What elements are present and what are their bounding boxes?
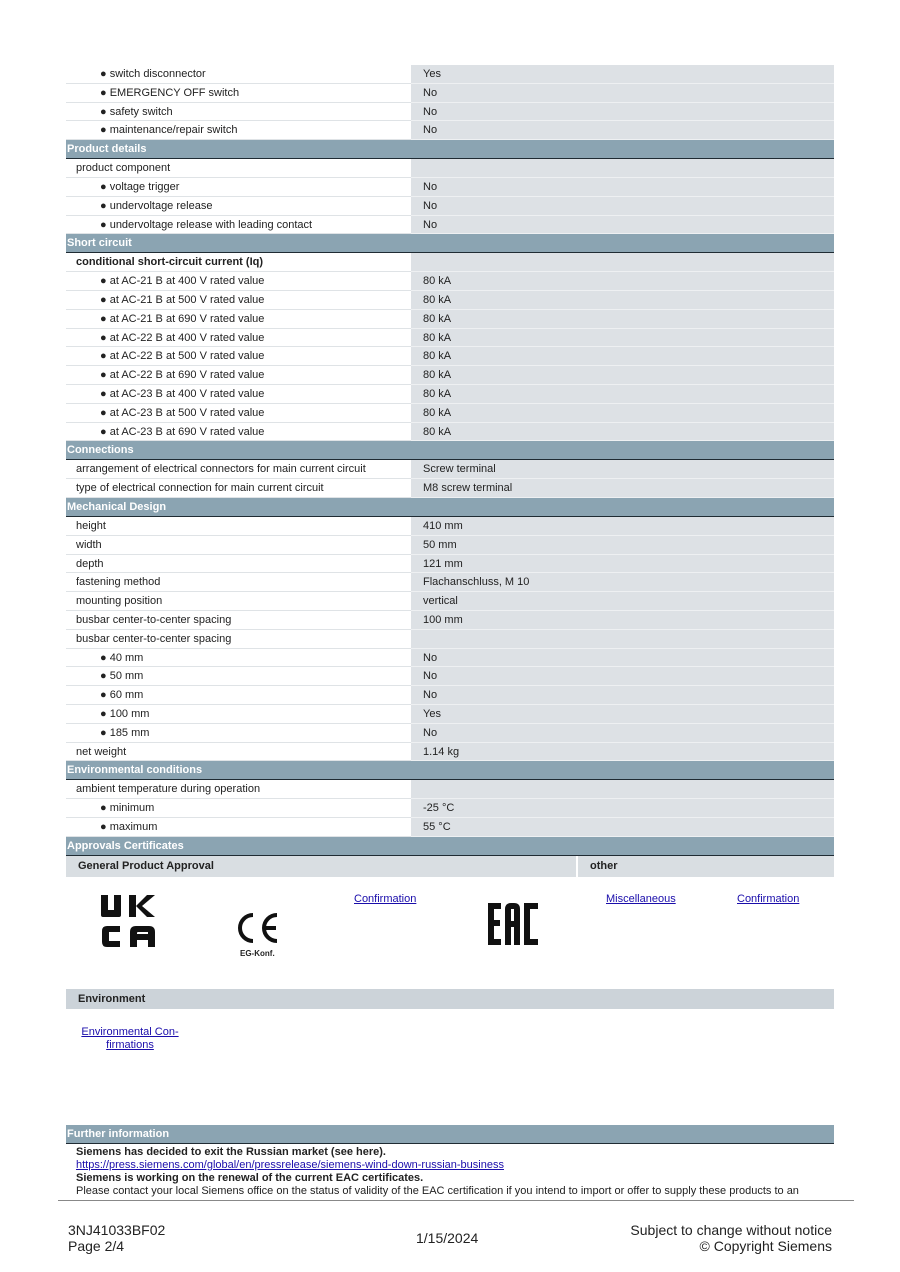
mechanical-row: [66, 743, 834, 762]
section-product-details: Product details: [66, 140, 834, 159]
short-circuit-row: [66, 329, 834, 348]
short-circuit-row-value: 80 kA: [411, 347, 834, 366]
general-product-approval-label: General Product Approval: [66, 856, 576, 877]
connection-row: [66, 479, 834, 498]
mechanical-row: [66, 611, 834, 630]
spec-row: [66, 65, 834, 84]
short-circuit-row-label: ● at AC-21 B at 400 V rated value: [66, 272, 411, 291]
mechanical-row-label: depth: [66, 555, 411, 574]
short-circuit-heading-row: [66, 253, 834, 272]
mechanical-row-label: ● 100 mm: [66, 705, 411, 724]
product-detail-row: [66, 197, 834, 216]
article-number: 3NJ41033BF02: [68, 1222, 166, 1238]
spec-row: [66, 103, 834, 122]
mechanical-row: [66, 555, 834, 574]
environmental-row-label: ● maximum: [66, 818, 411, 837]
environmental-row-label: ambient temperature during operation: [66, 780, 411, 799]
connection-row: [66, 460, 834, 479]
short-circuit-row-value: 80 kA: [411, 423, 834, 442]
mechanical-row-label: ● 185 mm: [66, 724, 411, 743]
switch-function-rows: [66, 65, 834, 140]
mechanical-row: [66, 573, 834, 592]
mechanical-row: [66, 592, 834, 611]
eac-logo: [486, 901, 540, 947]
mechanical-row-value: No: [411, 649, 834, 668]
short-circuit-row: [66, 404, 834, 423]
mechanical-row-value: No: [411, 724, 834, 743]
spec-row-label: ● maintenance/repair switch: [66, 121, 411, 140]
short-circuit-rows: [66, 272, 834, 441]
connection-row-value: M8 screw terminal: [411, 479, 834, 498]
ce-caption: EG-Konf.: [240, 948, 275, 958]
environmental-confirmations-link[interactable]: Environmental Con-firmations: [81, 1025, 179, 1051]
mechanical-row-value: [411, 630, 834, 649]
product-details-rows: [66, 159, 834, 234]
mechanical-row-label: busbar center-to-center spacing: [66, 630, 411, 649]
environmental-rows: [66, 780, 834, 836]
environment-area: [66, 1009, 834, 1125]
mechanical-row-label: ● 60 mm: [66, 686, 411, 705]
short-circuit-row-value: 80 kA: [411, 366, 834, 385]
mechanical-row-value: 121 mm: [411, 555, 834, 574]
spec-row: [66, 84, 834, 103]
certificates-area: [66, 877, 834, 989]
short-circuit-heading: conditional short-circuit current (Iq): [66, 253, 411, 272]
environmental-row: [66, 818, 834, 837]
short-circuit-row: [66, 310, 834, 329]
short-circuit-row-label: ● at AC-21 B at 690 V rated value: [66, 310, 411, 329]
environmental-row-label: ● minimum: [66, 799, 411, 818]
short-circuit-row: [66, 272, 834, 291]
mechanical-row: [66, 724, 834, 743]
mechanical-row-label: busbar center-to-center spacing: [66, 611, 411, 630]
product-detail-row: [66, 159, 834, 178]
environmental-row-value: -25 °C: [411, 799, 834, 818]
short-circuit-row-value: 80 kA: [411, 329, 834, 348]
mechanical-row-label: fastening method: [66, 573, 411, 592]
mechanical-row-label: ● 40 mm: [66, 649, 411, 668]
section-approvals: Approvals Certificates: [66, 837, 834, 856]
short-circuit-row: [66, 347, 834, 366]
mechanical-row-value: vertical: [411, 592, 834, 611]
short-circuit-row-value: 80 kA: [411, 404, 834, 423]
mechanical-row-label: mounting position: [66, 592, 411, 611]
mechanical-row: [66, 649, 834, 668]
spec-row-label: ● switch disconnector: [66, 65, 411, 84]
product-detail-row-value: No: [411, 216, 834, 235]
copyright: © Copyright Siemens: [699, 1238, 832, 1254]
mechanical-row: [66, 630, 834, 649]
spec-row-value: No: [411, 103, 834, 122]
environment-header: Environment: [66, 989, 834, 1009]
mechanical-row-label: ● 50 mm: [66, 667, 411, 686]
short-circuit-row: [66, 385, 834, 404]
connection-row-value: Screw terminal: [411, 460, 834, 479]
short-circuit-row-label: ● at AC-23 B at 400 V rated value: [66, 385, 411, 404]
short-circuit-row: [66, 366, 834, 385]
environmental-row: [66, 799, 834, 818]
environmental-row-value: [411, 780, 834, 799]
mechanical-row: [66, 705, 834, 724]
connections-rows: [66, 460, 834, 498]
further-information: [66, 1125, 834, 1201]
mechanical-row: [66, 667, 834, 686]
mechanical-row-value: 100 mm: [411, 611, 834, 630]
other-label: other: [578, 856, 834, 877]
product-detail-row-value: [411, 159, 834, 178]
spec-row: [66, 121, 834, 140]
mechanical-row: [66, 686, 834, 705]
mechanical-row-value: 1.14 kg: [411, 743, 834, 762]
product-detail-row-label: ● undervoltage release with leading contact: [66, 216, 411, 235]
short-circuit-row: [66, 423, 834, 442]
section-environmental-conditions: Environmental conditions: [66, 761, 834, 780]
spec-row-value: Yes: [411, 65, 834, 84]
approvals-header: [66, 856, 834, 877]
mechanical-row-value: 410 mm: [411, 517, 834, 536]
product-detail-row: [66, 216, 834, 235]
mechanical-row-label: width: [66, 536, 411, 555]
product-detail-row-label: ● undervoltage release: [66, 197, 411, 216]
product-detail-row: [66, 178, 834, 197]
short-circuit-row-label: ● at AC-22 B at 400 V rated value: [66, 329, 411, 348]
short-circuit-row-value: 80 kA: [411, 310, 834, 329]
mechanical-row: [66, 536, 834, 555]
section-connections: Connections: [66, 441, 834, 460]
russia-exit-note: Siemens has decided to exit the Russian market (see here).: [76, 1145, 386, 1158]
section-short-circuit: Short circuit: [66, 234, 834, 253]
spec-row-value: No: [411, 84, 834, 103]
short-circuit-row: [66, 291, 834, 310]
spec-row-value: No: [411, 121, 834, 140]
connection-row-label: arrangement of electrical connectors for main current circuit: [66, 460, 411, 479]
mechanical-row-value: No: [411, 686, 834, 705]
confirmation-link-1[interactable]: Confirmation: [354, 892, 417, 905]
spec-row-label: ● EMERGENCY OFF switch: [66, 84, 411, 103]
environmental-row: [66, 780, 834, 799]
mechanical-row-value: 50 mm: [411, 536, 834, 555]
press-release-link[interactable]: https://press.siemens.com/global/en/pressrelease/siemens-wind-down-russian-business: [76, 1158, 504, 1171]
ukca-logo: [98, 891, 160, 953]
product-detail-row-value: No: [411, 178, 834, 197]
eac-renewal-note: Siemens is working on the renewal of the current EAC certificates.: [76, 1171, 424, 1184]
spec-row-label: ● safety switch: [66, 103, 411, 122]
short-circuit-row-value: 80 kA: [411, 385, 834, 404]
short-circuit-row-value: 80 kA: [411, 291, 834, 310]
short-circuit-row-label: ● at AC-22 B at 500 V rated value: [66, 347, 411, 366]
short-circuit-row-value: 80 kA: [411, 272, 834, 291]
mechanical-row-label: net weight: [66, 743, 411, 762]
product-detail-row-label: product component: [66, 159, 411, 178]
mechanical-row: [66, 517, 834, 536]
connection-row-label: type of electrical connection for main current circuit: [66, 479, 411, 498]
short-circuit-row-label: ● at AC-22 B at 690 V rated value: [66, 366, 411, 385]
environmental-row-value: 55 °C: [411, 818, 834, 837]
mechanical-rows: [66, 517, 834, 761]
mechanical-row-value: Yes: [411, 705, 834, 724]
page-number: Page 2/4: [68, 1238, 125, 1254]
confirmation-link-2[interactable]: Confirmation: [737, 892, 800, 905]
footer-rule: [58, 1200, 854, 1201]
mechanical-row-value: Flachanschluss, M 10: [411, 573, 834, 592]
change-notice: Subject to change without notice: [630, 1222, 832, 1238]
miscellaneous-link[interactable]: Miscellaneous: [606, 892, 676, 905]
section-further-information: Further information: [66, 1125, 834, 1144]
datasheet: [66, 65, 834, 1201]
short-circuit-row-label: ● at AC-23 B at 500 V rated value: [66, 404, 411, 423]
eac-contact-note: Please contact your local Siemens office on the status of validity of the EAC certification if you intend to import or offer to supply these products to an: [76, 1184, 799, 1197]
short-circuit-row-label: ● at AC-23 B at 690 V rated value: [66, 423, 411, 442]
section-mechanical-design: Mechanical Design: [66, 498, 834, 517]
footer-date: 1/15/2024: [416, 1230, 479, 1246]
product-detail-row-label: ● voltage trigger: [66, 178, 411, 197]
mechanical-row-label: height: [66, 517, 411, 536]
mechanical-row-value: No: [411, 667, 834, 686]
short-circuit-row-label: ● at AC-21 B at 500 V rated value: [66, 291, 411, 310]
ce-logo: [234, 912, 282, 946]
product-detail-row-value: No: [411, 197, 834, 216]
